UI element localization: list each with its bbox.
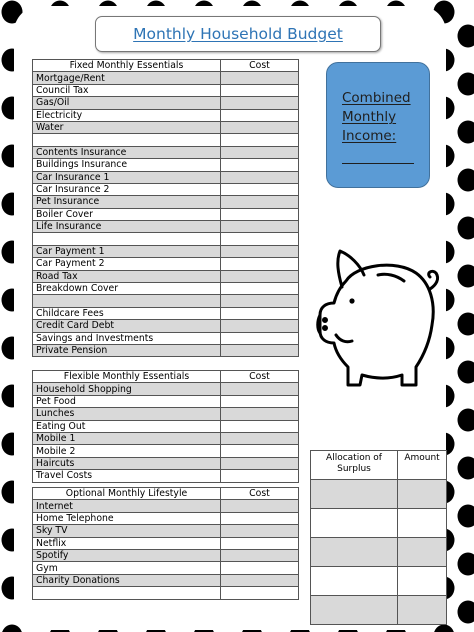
cost-cell[interactable] (221, 457, 299, 469)
table-row (33, 500, 299, 512)
table-row (311, 509, 447, 538)
table-row (311, 538, 447, 567)
expense-label (33, 295, 221, 307)
cost-cell[interactable] (221, 270, 299, 282)
expense-label: Car Payment 1 (33, 245, 221, 257)
table-row (33, 233, 299, 245)
cost-cell[interactable] (221, 420, 299, 432)
expense-label: Gas/Oil (33, 97, 221, 109)
cost-cell[interactable] (221, 245, 299, 257)
fixed-essentials-table (32, 59, 299, 357)
table-row (311, 596, 447, 625)
cost-cell[interactable] (221, 283, 299, 295)
cost-cell[interactable] (221, 159, 299, 171)
table-row (33, 146, 299, 158)
table-row (33, 159, 299, 171)
allocation-header: Allocation of Surplus (311, 451, 398, 480)
expense-label: Water (33, 121, 221, 133)
cost-cell[interactable] (221, 146, 299, 158)
cost-cell[interactable] (221, 344, 299, 356)
amount-cell[interactable] (398, 567, 447, 596)
expense-label: Savings and Investments (33, 332, 221, 344)
cost-cell[interactable] (221, 221, 299, 233)
expense-label: Car Insurance 1 (33, 171, 221, 183)
expense-label: Car Payment 2 (33, 258, 221, 270)
income-label-line-1: Combined (342, 90, 411, 106)
expense-label: Pet Food (33, 395, 221, 407)
cost-cell[interactable] (221, 97, 299, 109)
table-row (33, 72, 299, 84)
cost-cell[interactable] (221, 395, 299, 407)
cost-cell[interactable] (221, 549, 299, 561)
table-row (33, 587, 299, 599)
table-row (33, 512, 299, 524)
expense-label: Gym (33, 562, 221, 574)
cost-cell[interactable] (221, 307, 299, 319)
table-row (33, 109, 299, 121)
table-row (33, 445, 299, 457)
allocation-cell[interactable] (311, 567, 398, 596)
expense-label: Mobile 1 (33, 432, 221, 444)
cost-cell[interactable] (221, 525, 299, 537)
table-row (33, 408, 299, 420)
table-row (33, 537, 299, 549)
expense-label: Pet Insurance (33, 196, 221, 208)
expense-label: Road Tax (33, 270, 221, 282)
expense-label: Life Insurance (33, 221, 221, 233)
expense-label: Contents Insurance (33, 146, 221, 158)
table-row (33, 134, 299, 146)
table-row (33, 395, 299, 407)
expense-label: Credit Card Debt (33, 320, 221, 332)
cost-cell[interactable] (221, 408, 299, 420)
expense-label: Lunches (33, 408, 221, 420)
fixed-cost-header: Cost (221, 60, 299, 72)
expense-label: Mortgage/Rent (33, 72, 221, 84)
amount-cell[interactable] (398, 538, 447, 567)
cost-cell[interactable] (221, 233, 299, 245)
expense-label: Netflix (33, 537, 221, 549)
expense-label: Haircuts (33, 457, 221, 469)
cost-cell[interactable] (221, 295, 299, 307)
expense-label: Travel Costs (33, 470, 221, 482)
table-row (33, 344, 299, 356)
allocation-cell[interactable] (311, 509, 398, 538)
cost-cell[interactable] (221, 587, 299, 599)
expense-label: Childcare Fees (33, 307, 221, 319)
cost-cell[interactable] (221, 320, 299, 332)
expense-label: Internet (33, 500, 221, 512)
cost-cell[interactable] (221, 470, 299, 482)
table-row (33, 183, 299, 195)
cost-cell[interactable] (221, 562, 299, 574)
cost-cell[interactable] (221, 445, 299, 457)
table-row (33, 420, 299, 432)
combined-income-box (326, 62, 430, 188)
cost-cell[interactable] (221, 183, 299, 195)
table-row (33, 221, 299, 233)
cost-cell[interactable] (221, 500, 299, 512)
cost-cell[interactable] (221, 432, 299, 444)
table-row (311, 480, 447, 509)
expense-label: Electricity (33, 109, 221, 121)
expense-label: Eating Out (33, 420, 221, 432)
optional-header: Optional Monthly Lifestyle (33, 488, 221, 500)
expense-label: Home Telephone (33, 512, 221, 524)
table-row (33, 283, 299, 295)
table-row (33, 332, 299, 344)
expense-label: Household Shopping (33, 383, 221, 395)
table-row (33, 383, 299, 395)
expense-label: Charity Donations (33, 574, 221, 586)
table-row (311, 567, 447, 596)
cost-cell[interactable] (221, 537, 299, 549)
cost-cell[interactable] (221, 208, 299, 220)
expense-label: Buildings Insurance (33, 159, 221, 171)
table-row (33, 562, 299, 574)
table-row (33, 208, 299, 220)
allocation-of-surplus-table (310, 450, 447, 625)
cost-cell[interactable] (221, 121, 299, 133)
cost-cell[interactable] (221, 258, 299, 270)
cost-cell[interactable] (221, 196, 299, 208)
expense-label: Boiler Cover (33, 208, 221, 220)
table-row (33, 549, 299, 561)
expense-label: Council Tax (33, 84, 221, 96)
income-value-field[interactable] (342, 146, 414, 164)
table-row (33, 171, 299, 183)
cost-cell[interactable] (221, 134, 299, 146)
amount-cell[interactable] (398, 596, 447, 625)
expense-label: Spotify (33, 549, 221, 561)
title-box (95, 16, 381, 52)
page-title: Monthly Household Budget (133, 25, 343, 43)
table-row (33, 196, 299, 208)
allocation-cell[interactable] (311, 596, 398, 625)
flexible-essentials-table (32, 370, 299, 483)
cost-cell[interactable] (221, 109, 299, 121)
table-row (33, 258, 299, 270)
table-row (33, 84, 299, 96)
cost-cell[interactable] (221, 84, 299, 96)
table-row (33, 97, 299, 109)
expense-label (33, 233, 221, 245)
allocation-cell[interactable] (311, 538, 398, 567)
optional-cost-header: Cost (221, 488, 299, 500)
table-row (33, 525, 299, 537)
income-label-line-3: Income: (342, 128, 397, 144)
cost-cell[interactable] (221, 72, 299, 84)
table-row (33, 295, 299, 307)
table-row (33, 457, 299, 469)
expense-label: Private Pension (33, 344, 221, 356)
table-row (33, 432, 299, 444)
table-row (33, 245, 299, 257)
optional-lifestyle-table (32, 487, 299, 600)
expense-label: Car Insurance 2 (33, 183, 221, 195)
cost-cell[interactable] (221, 574, 299, 586)
expense-label (33, 587, 221, 599)
cost-cell[interactable] (221, 383, 299, 395)
table-row (33, 574, 299, 586)
table-row (33, 121, 299, 133)
amount-header: Amount (398, 451, 447, 480)
expense-label: Mobile 2 (33, 445, 221, 457)
table-row (33, 320, 299, 332)
piggy-bank-icon (316, 243, 442, 393)
income-label-line-2: Monthly (342, 109, 397, 125)
flexible-cost-header: Cost (221, 371, 299, 383)
cost-cell[interactable] (221, 171, 299, 183)
allocation-cell[interactable] (311, 480, 398, 509)
table-row (33, 270, 299, 282)
cost-cell[interactable] (221, 332, 299, 344)
table-row (33, 307, 299, 319)
amount-cell[interactable] (398, 509, 447, 538)
flexible-header: Flexible Monthly Essentials (33, 371, 221, 383)
amount-cell[interactable] (398, 480, 447, 509)
expense-label: Breakdown Cover (33, 283, 221, 295)
expense-label: Sky TV (33, 525, 221, 537)
fixed-header: Fixed Monthly Essentials (33, 60, 221, 72)
table-row (33, 470, 299, 482)
expense-label (33, 134, 221, 146)
cost-cell[interactable] (221, 512, 299, 524)
